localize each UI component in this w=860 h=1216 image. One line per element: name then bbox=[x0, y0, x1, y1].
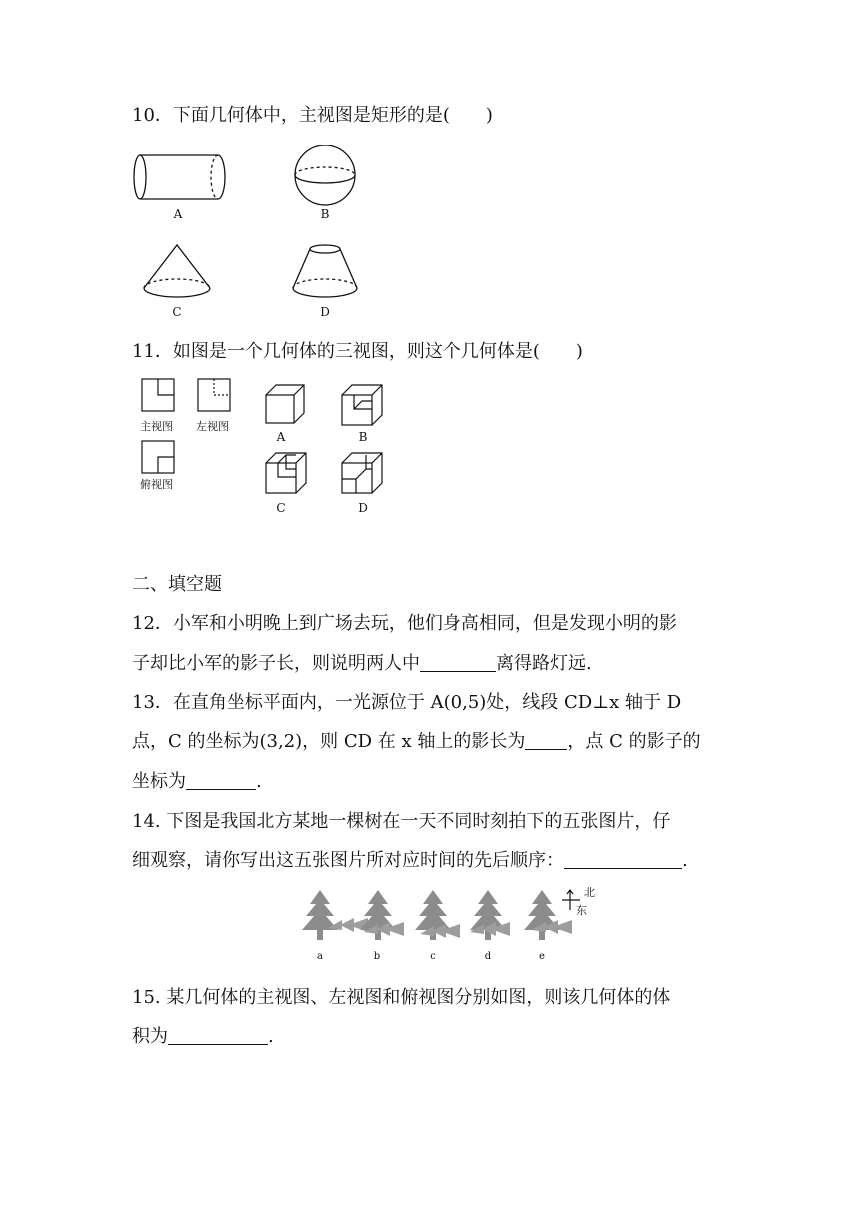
tree-b-icon bbox=[360, 890, 404, 940]
q11-views-svg bbox=[130, 375, 420, 515]
tree-label-a: a bbox=[317, 951, 323, 962]
q10-label-a: A bbox=[173, 207, 183, 221]
top-view-icon bbox=[142, 441, 174, 473]
tree-label-c: c bbox=[430, 951, 436, 962]
section-title: 二、填空题 bbox=[132, 574, 222, 595]
q13-line-1: 13．在直角坐标平面内，一光源位于 A(0,5)处，线段 CD⊥x 轴于 D bbox=[132, 692, 682, 713]
q15-line-1: 15. 某几何体的主视图、左视图和俯视图分别如图，则该几何体的体 bbox=[132, 987, 671, 1008]
q12-text-before-blank: 子却比小军的影子长，则说明两人中 bbox=[132, 653, 420, 674]
q10-label-c: C bbox=[172, 305, 182, 319]
tree-shadows-svg bbox=[300, 888, 600, 950]
q11-text: 11．如图是一个几何体的三视图，则这个几何体是( ) bbox=[132, 341, 583, 362]
q11-left-view-label: 左视图 bbox=[196, 420, 229, 433]
q14-text-after-blank: . bbox=[682, 850, 688, 871]
q15-answer-blank[interactable] bbox=[168, 1026, 268, 1045]
q14-line-1: 14. 下图是我国北方某地一棵树在一天不同时刻拍下的五张图片，仔 bbox=[132, 811, 671, 832]
q13-line-2 bbox=[132, 730, 701, 754]
q10-label-d: D bbox=[320, 305, 330, 319]
q11-option-c-label: C bbox=[276, 501, 286, 515]
q12-answer-blank[interactable] bbox=[420, 653, 496, 672]
q15-text-before-blank: 积为 bbox=[132, 1026, 168, 1047]
left-view-icon bbox=[198, 379, 230, 411]
q15-text-after-blank: . bbox=[268, 1026, 274, 1047]
tree-label-d: d bbox=[484, 951, 492, 962]
q15-line-2 bbox=[132, 1025, 274, 1049]
q11-option-a-label: A bbox=[276, 430, 286, 444]
tree-label-e: e bbox=[539, 951, 545, 962]
q14-answer-blank[interactable] bbox=[564, 850, 682, 869]
tree-c-icon bbox=[415, 890, 460, 940]
q11-figures bbox=[130, 375, 420, 515]
option-b-cube-icon bbox=[342, 385, 382, 425]
tree-label-b: b bbox=[373, 951, 381, 962]
q10-figures bbox=[130, 145, 390, 325]
cone-icon bbox=[144, 245, 210, 297]
q11-option-d-label: D bbox=[358, 501, 368, 515]
q11-option-b-label: B bbox=[358, 430, 368, 444]
q11-top-view-label: 俯视图 bbox=[140, 478, 173, 491]
q13-text-before-blank-1: 点，C 的坐标为(3,2)，则 CD 在 x 轴上的影长为 bbox=[132, 731, 526, 752]
q13-answer-blank-1[interactable] bbox=[525, 731, 567, 750]
compass-east-label: 东 bbox=[576, 904, 587, 917]
sphere-icon bbox=[295, 145, 355, 205]
tree-e-icon bbox=[524, 890, 572, 940]
cylinder-icon bbox=[134, 155, 225, 199]
q12-line-1: 12．小军和小明晚上到广场去玩，他们身高相同，但是发现小明的影 bbox=[132, 613, 677, 634]
q13-text-after-blank-2: . bbox=[256, 771, 262, 792]
option-c-cube-icon bbox=[266, 453, 306, 493]
q13-text-before-blank-2: 坐标为 bbox=[132, 771, 186, 792]
q10-solids-svg bbox=[130, 145, 390, 325]
q10-text: 10．下面几何体中，主视图是矩形的是( ) bbox=[132, 105, 493, 126]
q13-text-after-blank-1: ，点 C 的影子的 bbox=[567, 731, 701, 752]
frustum-icon bbox=[293, 245, 357, 297]
q12-text-after-blank: 离得路灯远. bbox=[496, 653, 592, 674]
q13-line-3 bbox=[132, 770, 262, 794]
front-view-icon bbox=[142, 379, 174, 411]
q13-answer-blank-2[interactable] bbox=[186, 771, 256, 790]
q11-front-view-label: 主视图 bbox=[140, 420, 173, 433]
q14-text-before-blank: 细观察，请你写出这五张图片所对应时间的先后顺序： bbox=[132, 850, 564, 871]
option-d-cube-icon bbox=[342, 453, 382, 493]
q12-line-2 bbox=[132, 652, 592, 676]
tree-a-icon bbox=[302, 890, 368, 940]
q14-tree-figure bbox=[300, 886, 600, 962]
compass-north-label: 北 bbox=[584, 886, 595, 899]
q14-line-2 bbox=[132, 849, 688, 873]
option-a-cube-icon bbox=[266, 385, 304, 423]
q10-label-b: B bbox=[320, 207, 330, 221]
tree-d-icon bbox=[470, 890, 510, 940]
